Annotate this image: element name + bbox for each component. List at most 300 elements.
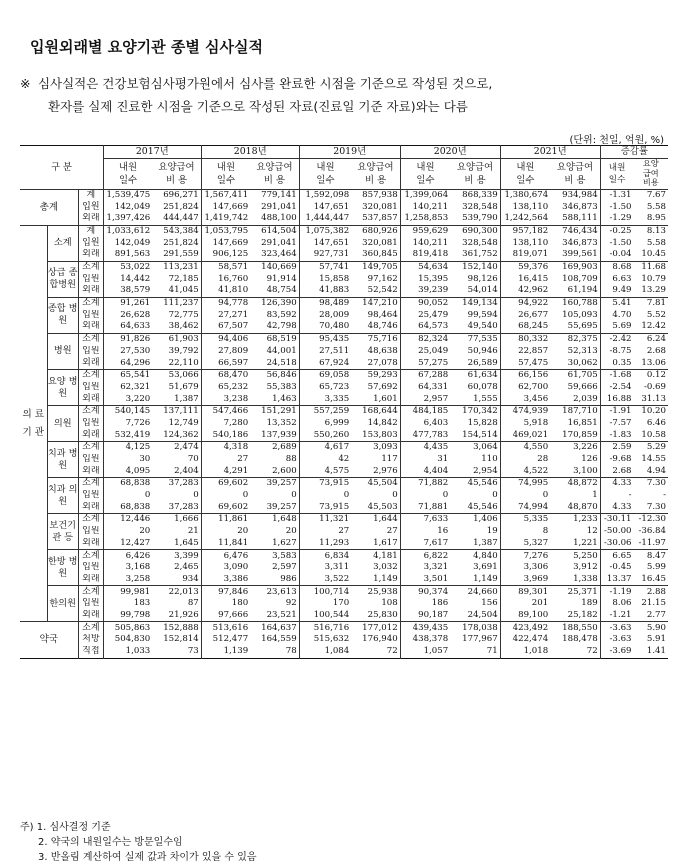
table-cell: 28 [500, 454, 550, 466]
table-cell: 1,338 [573, 573, 598, 584]
table-cell: 90,052 [400, 297, 450, 309]
table-cell: 14,442 [103, 274, 152, 286]
table-row [20, 333, 668, 345]
table-cell: 140,211 [400, 201, 450, 213]
table-row [20, 285, 668, 297]
table-cell: 4,125 [103, 442, 152, 454]
table-cell: 934,984 [562, 189, 598, 200]
subcategory-label: 입원 [78, 418, 103, 430]
table-cell: 49,540 [467, 321, 498, 332]
subcategory-label: 입원 [78, 346, 103, 358]
table-cell: 68,519 [266, 334, 297, 345]
table-cell: 1,648 [272, 514, 297, 525]
table-cell: 69,058 [299, 370, 351, 382]
table-cell: 137,111 [163, 406, 199, 417]
table-cell: 170,859 [562, 429, 598, 440]
table-cell: 126 [581, 454, 598, 465]
table-cell: 1,139 [201, 646, 250, 658]
table-cell: 168,644 [362, 406, 398, 417]
table-cell: 346,873 [562, 237, 598, 248]
table-cell: 69,602 [201, 478, 250, 490]
table-cell: 3,238 [201, 393, 250, 405]
table-cell: 26,628 [103, 310, 152, 322]
subcategory-label: 소계 [78, 550, 103, 562]
table-cell: 8 [500, 526, 550, 538]
table-cell: 12,749 [168, 417, 199, 428]
table-cell: 42 [299, 454, 351, 466]
table-cell: 91,914 [266, 273, 297, 284]
table-cell: 439,435 [400, 622, 450, 634]
table-cell: 61,705 [567, 370, 598, 381]
table-cell: 189 [581, 598, 598, 609]
table-cell: 2,600 [272, 465, 297, 476]
table-cell: 91,826 [103, 333, 152, 345]
table-cell: 95,435 [299, 333, 351, 345]
table-cell: 15,395 [400, 274, 450, 286]
table-cell: 201 [500, 598, 550, 610]
header-rate-cost: 요양 급여 비용 [642, 158, 659, 188]
table-cell: 59,376 [500, 261, 550, 273]
table-row [20, 201, 668, 213]
table-cell: 444,447 [163, 213, 199, 224]
table-row [20, 598, 668, 610]
table-cell: 74,994 [500, 502, 550, 514]
table-cell: 1,666 [174, 514, 199, 525]
table-cell: 361,752 [462, 249, 498, 260]
header-rate: 증감률 [600, 146, 668, 159]
table-cell: 38,579 [103, 285, 152, 297]
table-cell: 61,194 [567, 285, 598, 296]
table-cell: 3,100 [573, 465, 598, 476]
table-row [20, 370, 668, 382]
table-cell: 251,824 [163, 201, 199, 212]
table-cell: 819,071 [500, 249, 550, 261]
table-cell: 0.12 [646, 370, 666, 381]
table-row [20, 237, 668, 249]
table-cell: 5.91 [646, 634, 666, 645]
table-cell: 927,731 [299, 249, 351, 261]
table-cell: 151,291 [261, 406, 297, 417]
table-row [20, 382, 668, 394]
header-year-2018: 2018년 [201, 146, 299, 159]
header-year-2021: 2021년 [500, 146, 600, 159]
header-benefit-cost: 요양급여 비 용 [556, 161, 594, 186]
header-visit-days: 내원 일수 [299, 158, 351, 189]
table-cell: 20 [285, 526, 297, 537]
table-cell: 88 [285, 454, 297, 465]
table-cell: 68,838 [103, 502, 152, 514]
table-cell: 54,014 [467, 285, 498, 296]
table-cell: 779,141 [261, 189, 297, 200]
table-cell: 62,700 [500, 382, 550, 394]
category-label: 보건기관 등 [47, 514, 78, 550]
table-cell: 98,126 [467, 273, 498, 284]
table-cell: 57,275 [400, 357, 450, 369]
table-cell: 82,375 [567, 334, 598, 345]
table-cell: 57,741 [299, 261, 351, 273]
table-cell: 25,479 [400, 310, 450, 322]
table-cell: 4.33 [600, 478, 633, 490]
table-cell: 154,514 [462, 429, 498, 440]
table-cell: 152,140 [462, 262, 498, 273]
table-cell: 51,679 [168, 381, 199, 392]
table-cell: 328,548 [462, 201, 498, 212]
table-cell: 2,954 [473, 465, 498, 476]
table-cell: -7.57 [600, 418, 633, 430]
table-cell: 11,321 [299, 514, 351, 526]
subcategory-label: 소계 [78, 514, 103, 526]
table-cell: 959,629 [400, 225, 450, 237]
table-cell: 291,041 [261, 237, 297, 248]
table-cell: 73 [187, 646, 199, 657]
subcategory-label: 외래 [78, 357, 103, 369]
table-cell: 53,066 [168, 370, 199, 381]
table-cell: 10.45 [641, 249, 666, 260]
table-cell: 28,009 [299, 310, 351, 322]
table-cell: 16,851 [567, 417, 598, 428]
subcategory-label: 입원 [78, 526, 103, 538]
table-cell: 3,220 [103, 393, 152, 405]
table-cell: 614,504 [261, 225, 297, 236]
table-cell: 67,924 [299, 357, 351, 369]
table-cell: 188,550 [562, 622, 598, 633]
table-cell: 10.58 [641, 429, 666, 440]
table-cell: -30.11 [600, 514, 633, 526]
table-row [20, 406, 668, 418]
table-cell: 39,257 [266, 501, 297, 512]
table-cell: 142,049 [103, 201, 152, 213]
table-cell: 147,669 [201, 237, 250, 249]
table-cell: 24,518 [266, 357, 297, 368]
note-line-2: 환자를 실제 진료한 시점을 기준으로 작성된 자료(진료일 기준 자료)와는 다름 [48, 99, 468, 114]
header-benefit-cost: 요양급여 비 용 [158, 161, 195, 186]
table-cell: 164,559 [261, 634, 297, 645]
table-cell: 149,705 [362, 262, 398, 273]
table-cell: 2,689 [272, 442, 297, 453]
table-row [20, 466, 668, 478]
table-cell: 140,669 [261, 262, 297, 273]
footnote-line: 주) 1. 심사결정 기준 [20, 822, 111, 833]
table-cell: 44,001 [266, 345, 297, 356]
table-cell: 5.58 [646, 201, 666, 212]
table-cell: 65,723 [299, 382, 351, 394]
table-cell: 94,406 [201, 333, 250, 345]
table-cell: 0 [392, 490, 398, 501]
table-cell: 2.77 [646, 609, 666, 620]
table-cell: 55,383 [266, 381, 297, 392]
footnote-line: 3. 반올림 계산하여 실제 값과 차이가 있을 수 있음 [38, 852, 257, 863]
table-cell: - [600, 490, 633, 502]
table-cell: 0 [291, 490, 297, 501]
header-visit-days: 내원 일수 [201, 158, 250, 189]
table-cell: 73,915 [299, 502, 351, 514]
table-cell: 6.63 [600, 274, 633, 286]
table-cell: 27 [386, 526, 398, 537]
header-subrow [20, 158, 668, 189]
table-cell: 4,291 [201, 466, 250, 478]
category-label: 한의원 [47, 586, 78, 622]
subcategory-label: 외래 [78, 249, 103, 261]
table-cell: 3,583 [272, 550, 297, 561]
table-cell: 59,293 [367, 370, 398, 381]
table-cell: 71,882 [400, 478, 450, 490]
table-cell: 188,478 [562, 634, 598, 645]
table-cell: 10.79 [641, 273, 666, 284]
table-cell: 68,245 [500, 321, 550, 333]
table-cell: 160,788 [562, 298, 598, 309]
table-cell: 27,530 [103, 346, 152, 358]
table-cell: 4,318 [201, 442, 250, 454]
table-row [20, 310, 668, 322]
table-header [20, 146, 668, 190]
table-cell: 183 [103, 598, 152, 610]
table-cell: 105,093 [562, 309, 598, 320]
table-cell: 12 [586, 526, 598, 537]
table-cell: 6,822 [400, 550, 450, 562]
table-cell: 1,221 [573, 537, 598, 548]
table-cell: 557,259 [299, 406, 351, 418]
table-cell: 56,846 [266, 370, 297, 381]
table-cell: 5,335 [500, 514, 550, 526]
table-cell: 291,559 [163, 249, 199, 260]
table-cell: 537,857 [362, 213, 398, 224]
table-cell: 6,999 [299, 418, 351, 430]
table-row [20, 274, 668, 286]
table-cell: 0 [492, 490, 498, 501]
subcategory-label: 외래 [78, 393, 103, 405]
table-cell: 27,078 [367, 357, 398, 368]
table-row [20, 502, 668, 514]
table-cell: 70,480 [299, 321, 351, 333]
subcategory-label: 소계 [78, 406, 103, 418]
table-cell: 0 [103, 490, 152, 502]
table-cell: 42,962 [500, 285, 550, 297]
table-cell: 97,666 [201, 610, 250, 622]
subcategory-label: 처방 [78, 634, 103, 646]
table-cell: 1,539,475 [103, 189, 152, 201]
table-cell: 16 [400, 526, 450, 538]
table-cell: 0.35 [600, 357, 633, 369]
table-cell: 126,390 [261, 298, 297, 309]
table-cell: 11,861 [201, 514, 250, 526]
table-cell: 8.13 [646, 225, 666, 236]
table-cell: 138,110 [500, 237, 550, 249]
table-cell: 3,032 [373, 562, 398, 573]
table-cell: 934 [182, 573, 199, 584]
table-cell: 45,546 [467, 478, 498, 489]
table-row [20, 490, 668, 502]
table-cell: 5.29 [646, 442, 666, 453]
table-cell: 21 [187, 526, 199, 537]
table-cell: 21,926 [168, 609, 199, 620]
subcategory-label: 소계 [78, 622, 103, 634]
table-row [20, 321, 668, 333]
table-cell: 170 [299, 598, 351, 610]
table-cell: 1,084 [299, 646, 351, 658]
table-cell: 0 [201, 490, 250, 502]
subcategory-label: 외래 [78, 429, 103, 441]
table-cell: 71 [486, 646, 498, 657]
table-row [20, 346, 668, 358]
table-cell: 41,883 [299, 285, 351, 297]
table-row [20, 622, 668, 634]
table-cell: -1.21 [600, 610, 633, 622]
table-row [20, 610, 668, 622]
table-cell: 60,078 [467, 381, 498, 392]
table-cell: 72 [386, 646, 398, 657]
table-cell: 25,049 [400, 346, 450, 358]
table-cell: 986 [280, 573, 297, 584]
header-benefit-cost: 요양급여 비 용 [357, 161, 394, 186]
table-cell: 65,232 [201, 382, 250, 394]
table-cell: 6,834 [299, 550, 351, 562]
table-cell: 891,563 [103, 249, 152, 261]
table-cell: 59,666 [567, 381, 598, 392]
table-row [20, 213, 668, 225]
table-cell: 504,830 [103, 634, 152, 646]
table-cell: 0 [193, 490, 199, 501]
table-cell: 13.29 [641, 285, 666, 296]
table-cell: 153,803 [362, 429, 398, 440]
table-cell: 4.33 [600, 502, 633, 514]
table-cell: 66,597 [201, 357, 250, 369]
table-cell: 6,403 [400, 418, 450, 430]
table-cell: 99,981 [103, 586, 152, 598]
table-cell: 78 [285, 646, 297, 657]
table-cell: 48,870 [567, 501, 598, 512]
table-cell: 39,792 [168, 345, 199, 356]
table-cell: 68,838 [103, 478, 152, 490]
table-cell: 42,798 [266, 321, 297, 332]
table-cell: 64,331 [400, 382, 450, 394]
header-category: 구 분 [20, 146, 103, 190]
table-cell: 539,790 [462, 213, 498, 224]
note-text-1: 심사실적은 건강보험심사평가원에서 심사를 완료한 시점을 기준으로 작성된 것으로, [37, 76, 493, 91]
category-label: 한방 병원 [47, 550, 78, 586]
subcategory-label: 소계 [78, 333, 103, 345]
table-cell: 14.55 [641, 454, 666, 465]
table-cell: 488,100 [261, 213, 297, 224]
table-cell: 92 [285, 598, 297, 609]
table-cell: 8.47 [646, 550, 666, 561]
table-cell: 31.13 [641, 393, 666, 404]
table-cell: 1,397,426 [103, 213, 152, 225]
subcategory-label: 외래 [78, 538, 103, 550]
table-cell: -8.75 [600, 346, 633, 358]
group-label: 약국 [39, 634, 59, 646]
table-row [20, 261, 668, 273]
table-cell: 22,110 [168, 357, 199, 368]
table-cell: 12.42 [641, 321, 666, 332]
table-cell: 7,617 [400, 538, 450, 550]
header-visit-days: 내원 일수 [500, 158, 550, 189]
table-cell: -3.63 [600, 622, 633, 634]
table-cell: -11.97 [638, 537, 666, 548]
table-cell: 857,938 [362, 189, 398, 200]
table-cell: 27 [299, 526, 351, 538]
table-cell: 73,915 [299, 478, 351, 490]
table-cell: -9.68 [600, 454, 633, 466]
subcategory-label: 입원 [78, 382, 103, 394]
table-cell: 4,550 [500, 442, 550, 454]
table-row [20, 225, 668, 237]
table-cell: 152,814 [163, 634, 199, 645]
table-cell: 5.69 [600, 321, 633, 333]
table-cell: 9.49 [600, 285, 633, 297]
header-benefit-cost: 요양급여 비 용 [456, 161, 494, 186]
stats-table [20, 145, 668, 659]
table-cell: 20 [103, 526, 152, 538]
table-cell: 3,090 [201, 562, 250, 574]
table-cell: 3,226 [573, 442, 598, 453]
table-cell: 22,013 [168, 586, 199, 597]
table-cell: 906,125 [201, 249, 250, 261]
subcategory-label: 입원 [78, 237, 103, 249]
table-cell: 0 [400, 490, 450, 502]
table-cell: 3,335 [299, 393, 351, 405]
table-cell: 27,271 [201, 310, 250, 322]
table-cell: 3,306 [500, 562, 550, 574]
table-cell: 94,922 [500, 297, 550, 309]
table-cell: 137,939 [261, 429, 297, 440]
table-cell: 55,695 [567, 321, 598, 332]
table-cell: 94,778 [201, 297, 250, 309]
table-cell: 24,504 [467, 609, 498, 620]
table-cell: 13.06 [641, 357, 666, 368]
table-cell: 53,022 [103, 261, 152, 273]
table-cell: 1,033 [103, 646, 152, 658]
category-label: 소계 [47, 225, 78, 261]
table-cell: 1,399,064 [400, 189, 450, 201]
table-cell: 2.68 [646, 345, 666, 356]
table-cell: 422,474 [500, 634, 550, 646]
table-cell: 38,462 [168, 321, 199, 332]
table-cell: 12,446 [103, 514, 152, 526]
table-cell: 7.67 [646, 189, 666, 200]
table-cell: 1,242,564 [500, 213, 550, 225]
table-cell: 5.52 [646, 309, 666, 320]
table-cell: 22,857 [500, 346, 550, 358]
subcategory-label: 소계 [78, 370, 103, 382]
table-cell: 61,634 [467, 370, 498, 381]
table-cell: 1,444,447 [299, 213, 351, 225]
table-cell: 24,660 [467, 586, 498, 597]
table-cell: 3,691 [473, 562, 498, 573]
table-cell: 2,404 [174, 465, 199, 476]
table-cell: 52,313 [567, 345, 598, 356]
group-label: 총계 [39, 201, 59, 213]
table-cell: 540,145 [103, 406, 152, 418]
subcategory-label: 외래 [78, 321, 103, 333]
table-cell: 696,271 [163, 189, 199, 200]
table-cell: 14,842 [367, 417, 398, 428]
table-cell: -1.31 [600, 189, 633, 201]
table-cell: 1,233 [573, 514, 598, 525]
table-cell: 323,464 [261, 249, 297, 260]
table-cell: 152,888 [163, 622, 199, 633]
table-cell: 64,296 [103, 357, 152, 369]
table-cell: 25,938 [367, 586, 398, 597]
table-cell: 11,293 [299, 538, 351, 550]
subcategory-label: 외래 [78, 466, 103, 478]
table-cell: 7.30 [646, 478, 666, 489]
header-visit-days: 내원 일수 [103, 158, 152, 189]
table-cell: 58,571 [201, 261, 250, 273]
table-cell: 1,033,612 [103, 225, 152, 237]
table-cell: 4.70 [600, 310, 633, 322]
table-cell: 7,276 [500, 550, 550, 562]
subcategory-label: 소계 [78, 586, 103, 598]
